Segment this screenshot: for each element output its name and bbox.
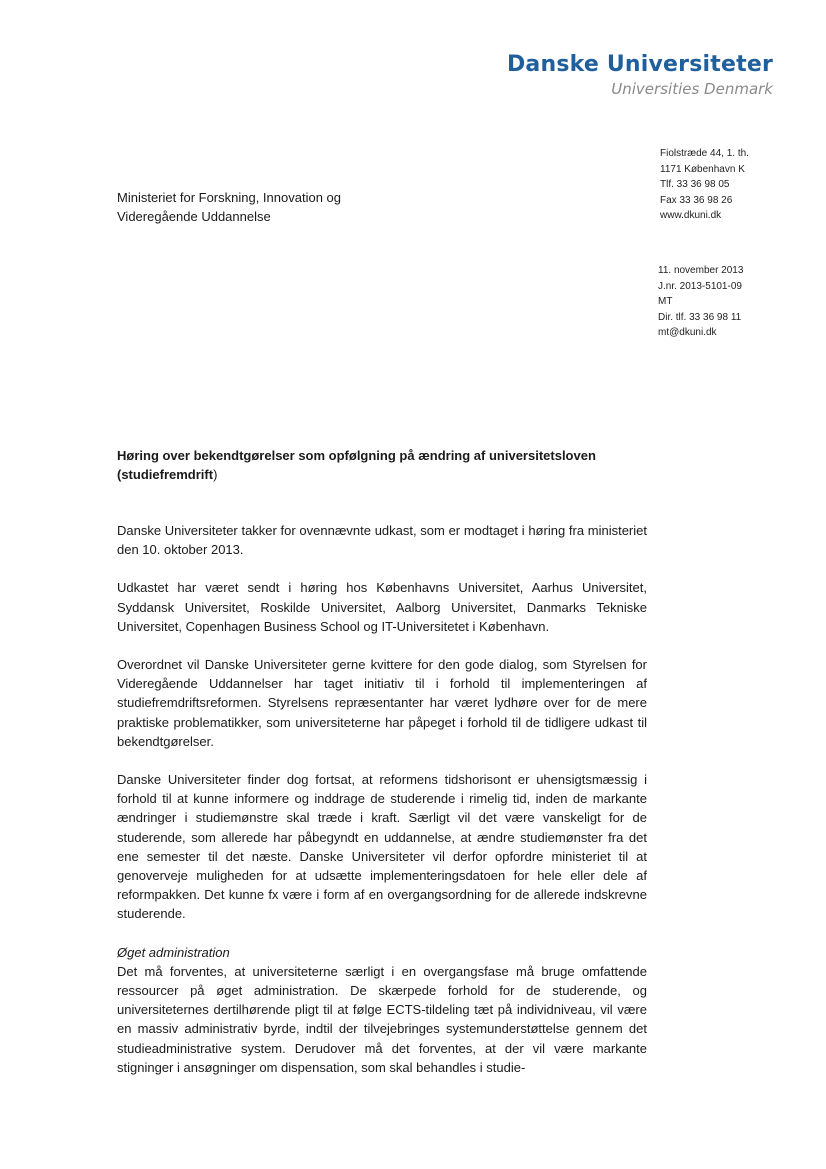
author-email: mt@dkuni.dk (658, 327, 717, 339)
sender-street: Fiolstræde 44, 1. th. (660, 148, 749, 159)
direct-phone: Dir. tlf. 33 36 98 11 (658, 311, 742, 323)
recipient-line-2: Videregående Uddannelse (117, 209, 271, 224)
sender-fax: Fax 33 36 98 26 (660, 194, 733, 206)
paragraph: Danske Universiteter finder dog fortsat, at reformens tidshorisont er uhensigtsmæssig i forhold til at kunne informere og inddrage de studerende i rimelig tid, inden de markante ændringer i studiemønstre skal træde i kraft. Særligt vil det være vanskeligt for de studerende, som allerede har påbegyndt en uddannelse, at ændre studiemønster fra det ene semester til det næste. Danske Universiteter vil derfor opfordre ministeriet til at genoverveje muligheden for at udsætte implementeringsdatoen for hele eller dele af reformpakken. Det kunne fx være i form af en overgangsordning for de allerede indskrevne studerende. (117, 772, 647, 922)
logo-title: Danske Universiteter (506, 52, 773, 77)
sender-city: 1171 København K (660, 163, 745, 175)
sender-address (660, 146, 749, 224)
section-paragraph: Det må forventes, at universiteterne særligt i en overgangsfase må bruge omfattende ressourcer på øget administration. De skærpede forhold for de studerende, og universiteternes dertilhørende pligt til at følge ECTS-tildeling tæt på individniveau, vil være en massiv administrativ byrde, indtil der tilvejebringes systemunderstøttelse gennem det studieadministrative system. Derudover må det forventes, at der vil være markante stigninger i ansøgninger om dispensation, som skal behandles i studie- (117, 963, 647, 1075)
journal-number: J.nr. 2013-5101-09 (658, 280, 742, 292)
paragraph: Udkastet har været sendt i høring hos Københavns Universitet, Aarhus Universitet, Syddansk Universitet, Roskilde Universitet, Aalborg Universitet, Danmarks Tekniske Universitet, Copenhagen Business School og IT-Universitetet i København. (117, 580, 647, 634)
paragraph: Danske Universiteter takker for ovennævnte udkast, som er modtaget i høring fra ministeriet den 10. oktober 2013. (117, 523, 647, 558)
recipient (117, 188, 341, 226)
letter-body (117, 521, 647, 1077)
section-heading: Øget administration (117, 944, 230, 960)
author-initials: MT (658, 296, 673, 308)
sender-phone: Tlf. 33 36 98 05 (660, 179, 730, 191)
letter-date: 11. november 2013 (658, 265, 744, 276)
recipient-line-1: Ministeriet for Forskning, Innovation og (117, 190, 341, 205)
subject-heading (117, 446, 647, 484)
reference-block (658, 263, 743, 341)
paragraph: Overordnet vil Danske Universiteter gerne kvittere for den gode dialog, som Styrelsen for Videregående Uddannelser har taget initiativ til i forhold til implementeringen af studiefremdriftsreformen. Styrelsens repræsentanter har været lydhøre over for de mere praktiske problematikker, som universiteterne har påpeget i forhold til de tidligere udkast til bekendtgørelser. (117, 657, 647, 749)
subject-bold: Høring over bekendtgørelser som opfølgning på ændring af universitetsloven (studiefremdrift (117, 448, 596, 482)
sender-website: www.dkuni.dk (660, 210, 722, 222)
logo-subtitle: Universities Denmark (611, 80, 773, 98)
subject-tail: ) (213, 467, 218, 482)
